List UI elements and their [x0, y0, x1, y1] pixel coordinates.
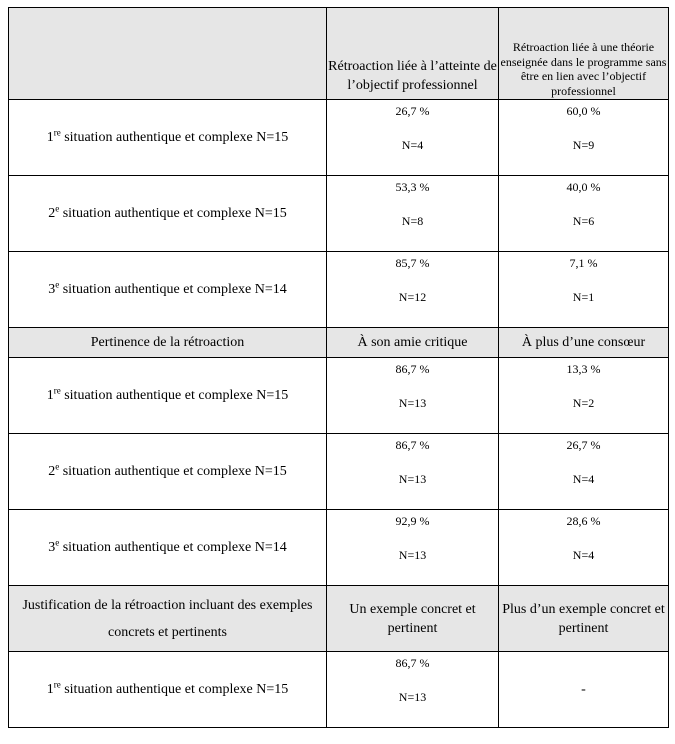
header-plus-exemple: Plus d’un exemple concret et pertinent: [499, 586, 669, 652]
table-row: [9, 510, 669, 586]
value-cell-empty: -: [499, 652, 669, 728]
table-row: [9, 434, 669, 510]
table-row: [9, 252, 669, 328]
value-cell: 26,7 % N=4: [327, 100, 499, 176]
header-un-exemple: Un exemple concret et pertinent: [327, 586, 499, 652]
value-cell: 86,7 % N=13: [327, 358, 499, 434]
header-empty-cell: [9, 8, 327, 100]
value-cell: 92,9 % N=13: [327, 510, 499, 586]
value-cell: 13,3 % N=2: [499, 358, 669, 434]
value-cell: 7,1 % N=1: [499, 252, 669, 328]
row-label: 1re situation authentique et complexe N=15: [9, 100, 327, 176]
table-row: [9, 652, 669, 728]
header-amie-critique: À son amie critique: [327, 328, 499, 358]
value-cell: 86,7 % N=13: [327, 652, 499, 728]
table-row: [9, 358, 669, 434]
row-label: 1re situation authentique et complexe N=15: [9, 652, 327, 728]
row-label: 2e situation authentique et complexe N=15: [9, 176, 327, 252]
header-consoeur: À plus d’une consœur: [499, 328, 669, 358]
section-header-row: [9, 586, 669, 652]
value-cell: 26,7 % N=4: [499, 434, 669, 510]
table-row: [9, 176, 669, 252]
value-cell: 40,0 % N=6: [499, 176, 669, 252]
value-cell: 86,7 % N=13: [327, 434, 499, 510]
value-cell: 60,0 % N=9: [499, 100, 669, 176]
row-label: 3e situation authentique et complexe N=14: [9, 510, 327, 586]
header-objectif-professionnel: Rétroaction liée à l’atteinte de l’objectif professionnel: [327, 8, 499, 100]
row-label: 2e situation authentique et complexe N=15: [9, 434, 327, 510]
value-cell: 53,3 % N=8: [327, 176, 499, 252]
table-row: [9, 100, 669, 176]
row-label: 1re situation authentique et complexe N=15: [9, 358, 327, 434]
header-theorie-enseignee: Rétroaction liée à une théorie enseignée dans le programme sans être en lien avec l’objectif professionnel: [499, 8, 669, 100]
section-header-row: [9, 328, 669, 358]
section-title-pertinence: Pertinence de la rétroaction: [9, 328, 327, 358]
row-label: 3e situation authentique et complexe N=14: [9, 252, 327, 328]
value-cell: 85,7 % N=12: [327, 252, 499, 328]
section-title-justification: Justification de la rétroaction incluant des exemples concrets et pertinents: [9, 586, 327, 652]
value-cell: 28,6 % N=4: [499, 510, 669, 586]
results-table: [8, 7, 669, 728]
